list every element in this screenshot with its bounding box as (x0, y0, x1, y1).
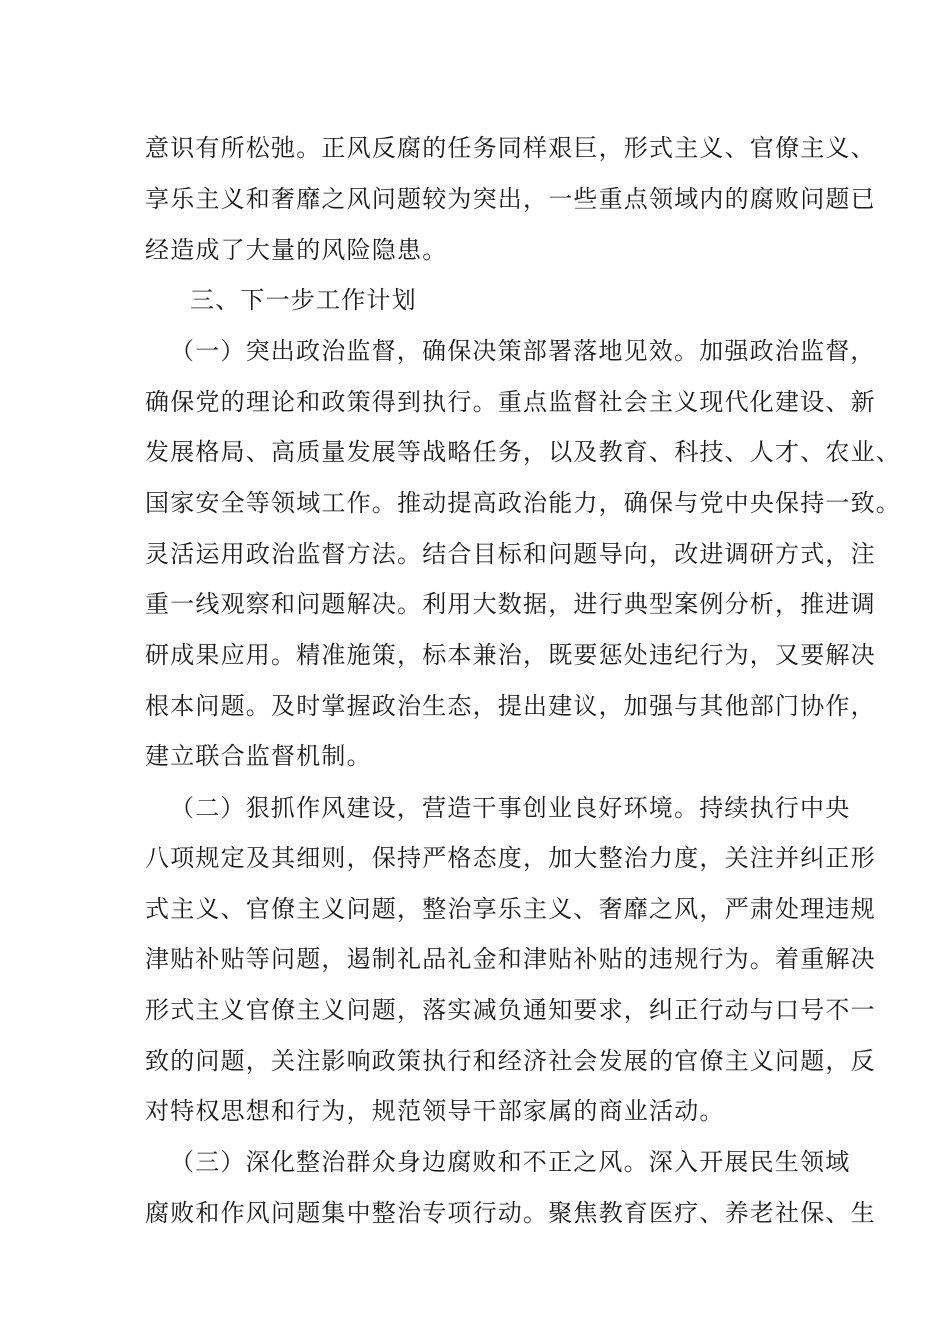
text-line: 灵活运用政治监督方法。结合目标和问题导向，改进调研方式，注 (145, 540, 876, 568)
text-line: 津贴补贴等问题，遏制礼品礼金和津贴补贴的违规行为。着重解决 (145, 945, 876, 973)
text-line: 重一线观察和问题解决。利用大数据，进行典型案例分析，推进调 (145, 590, 876, 618)
text-line: 意识有所松弛。正风反腐的任务同样艰巨，形式主义、官僚主义、 (145, 134, 876, 162)
text-line: 形式主义官僚主义问题，落实减负通知要求，纠正行动与口号不一 (145, 996, 876, 1024)
text-line: 发展格局、高质量发展等战略任务，以及教育、科技、人才、农业、 (145, 438, 901, 466)
text-line: 研成果应用。精准施策，标本兼治，既要惩处违纪行为，又要解决 (145, 641, 876, 669)
text-line: 式主义、官僚主义问题，整治享乐主义、奢靡之风，严肃处理违规 (145, 895, 876, 923)
text-line: 对特权思想和行为，规范领导干部家属的商业活动。 (145, 1097, 725, 1125)
text-line: 腐败和作风问题集中整治专项行动。聚焦教育医疗、养老社保、生 (145, 1199, 876, 1227)
text-line: （二）狠抓作风建设，营造干事创业良好环境。持续执行中央 (170, 794, 851, 822)
text-line: （一）突出政治监督，确保决策部署落地见效。加强政治监督， (170, 337, 876, 365)
text-line: 致的问题，关注影响政策执行和经济社会发展的官僚主义问题，反 (145, 1047, 876, 1075)
text-line: 建立联合监督机制。 (145, 742, 372, 770)
text-line: 确保党的理论和政策得到执行。重点监督社会主义现代化建设、新 (145, 388, 876, 416)
text-line: 八项规定及其细则，保持严格态度，加大整治力度，关注并纠正形 (145, 844, 876, 872)
text-line: 享乐主义和奢靡之风问题较为突出，一些重点领域内的腐败问题已 (145, 185, 876, 213)
text-line: 根本问题。及时掌握政治生态，提出建议，加强与其他部门协作， (145, 692, 876, 720)
text-line: 国家安全等领域工作。推动提高政治能力，确保与党中央保持一致。 (145, 489, 901, 517)
text-line: （三）深化整治群众身边腐败和不正之风。深入开展民生领域 (170, 1148, 851, 1176)
section-heading: 三、下一步工作计划 (190, 286, 417, 314)
text-line: 经造成了大量的风险隐患。 (145, 236, 448, 264)
